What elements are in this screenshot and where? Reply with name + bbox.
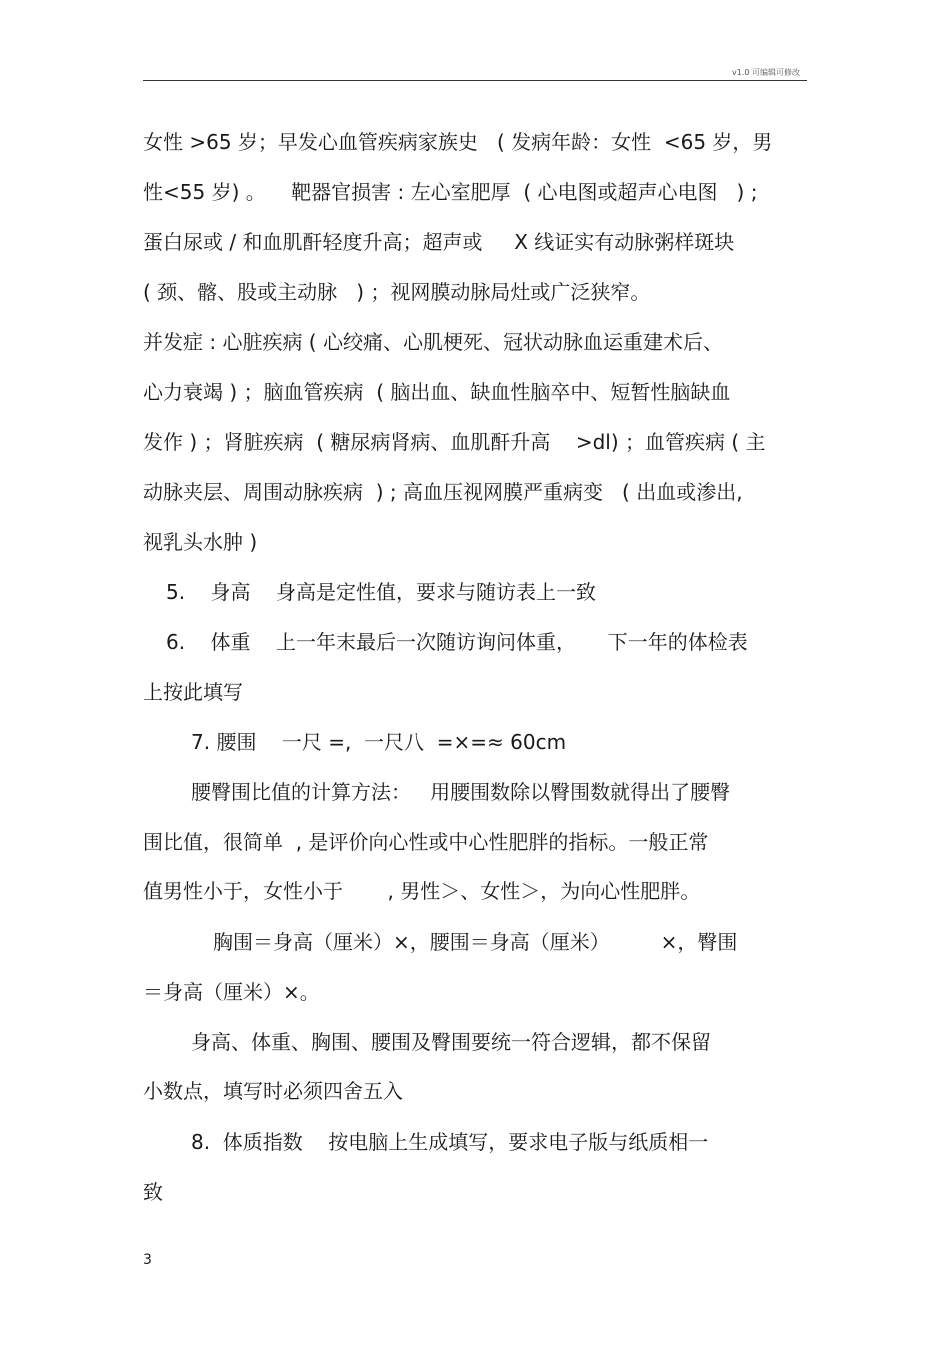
header-version-tag: v1.0 可编辑可修改 bbox=[732, 68, 800, 77]
text-line: 性<55 岁) 。 靶器官损害 : 左心室肥厚 ( 心电图或超声心电图 ) ; bbox=[143, 180, 758, 204]
text-line: 8. 体质指数 按电脑上生成填写，要求电子版与纸质相一 bbox=[191, 1130, 709, 1154]
header-rule bbox=[143, 80, 807, 81]
text-line: 动脉夹层、周围动脉疾病 ) ; 高血压视网膜严重病变 ( 出血或渗出, bbox=[143, 480, 743, 504]
page-number: 3 bbox=[143, 1252, 152, 1268]
text-line: 围比值，很简单 , 是评价向心性或中心性肥胖的指标。一般正常 bbox=[143, 830, 709, 854]
text-line: 致 bbox=[143, 1180, 163, 1204]
text-line: 胸围＝身高（厘米）×，腰围＝身高（厘米） ×，臀围 bbox=[213, 930, 738, 954]
text-line: 视乳头水肿 ) bbox=[143, 530, 258, 554]
text-line: 上按此填写 bbox=[143, 680, 243, 704]
text-line: 女性 >65 岁；早发心血管疾病家族史 ( 发病年龄：女性 <65 岁，男 bbox=[143, 130, 773, 154]
text-line: 5. 身高 身高是定性值，要求与随访表上一致 bbox=[166, 580, 596, 604]
text-line: ＝身高（厘米）×。 bbox=[143, 980, 320, 1004]
text-line: 值男性小于，女性小于 , 男性＞、女性＞，为向心性肥胖。 bbox=[143, 879, 701, 903]
text-line: 蛋白尿或 / 和血肌酐轻度升高；超声或 X 线证实有动脉粥样斑块 bbox=[143, 230, 735, 254]
text-line: ( 颈、髂、股或主动脉 ) ；视网膜动脉局灶或广泛狭窄。 bbox=[143, 280, 651, 304]
text-line: 并发症 : 心脏疾病 ( 心绞痛、心肌梗死、冠状动脉血运重建术后、 bbox=[143, 330, 723, 354]
text-line: 心力衰竭 ) ；脑血管疾病 ( 脑出血、缺血性脑卒中、短暂性脑缺血 bbox=[143, 380, 731, 404]
text-line: 腰臀围比值的计算方法： 用腰围数除以臀围数就得出了腰臀 bbox=[191, 780, 731, 804]
text-line: 发作 ) ；肾脏疾病 ( 糖尿病肾病、血肌酐升高 >dl) ；血管疾病 ( 主 bbox=[143, 430, 766, 454]
text-line: 身高、体重、胸围、腰围及臀围要统一符合逻辑，都不保留 bbox=[191, 1030, 711, 1054]
text-line: 小数点，填写时必须四舍五入 bbox=[143, 1079, 403, 1103]
text-line: 7. 腰围 一尺 =, 一尺八 =×=≈ 60cm bbox=[191, 730, 567, 754]
text-line: 6. 体重 上一年末最后一次随访询问体重， 下一年的体检表 bbox=[166, 630, 748, 654]
